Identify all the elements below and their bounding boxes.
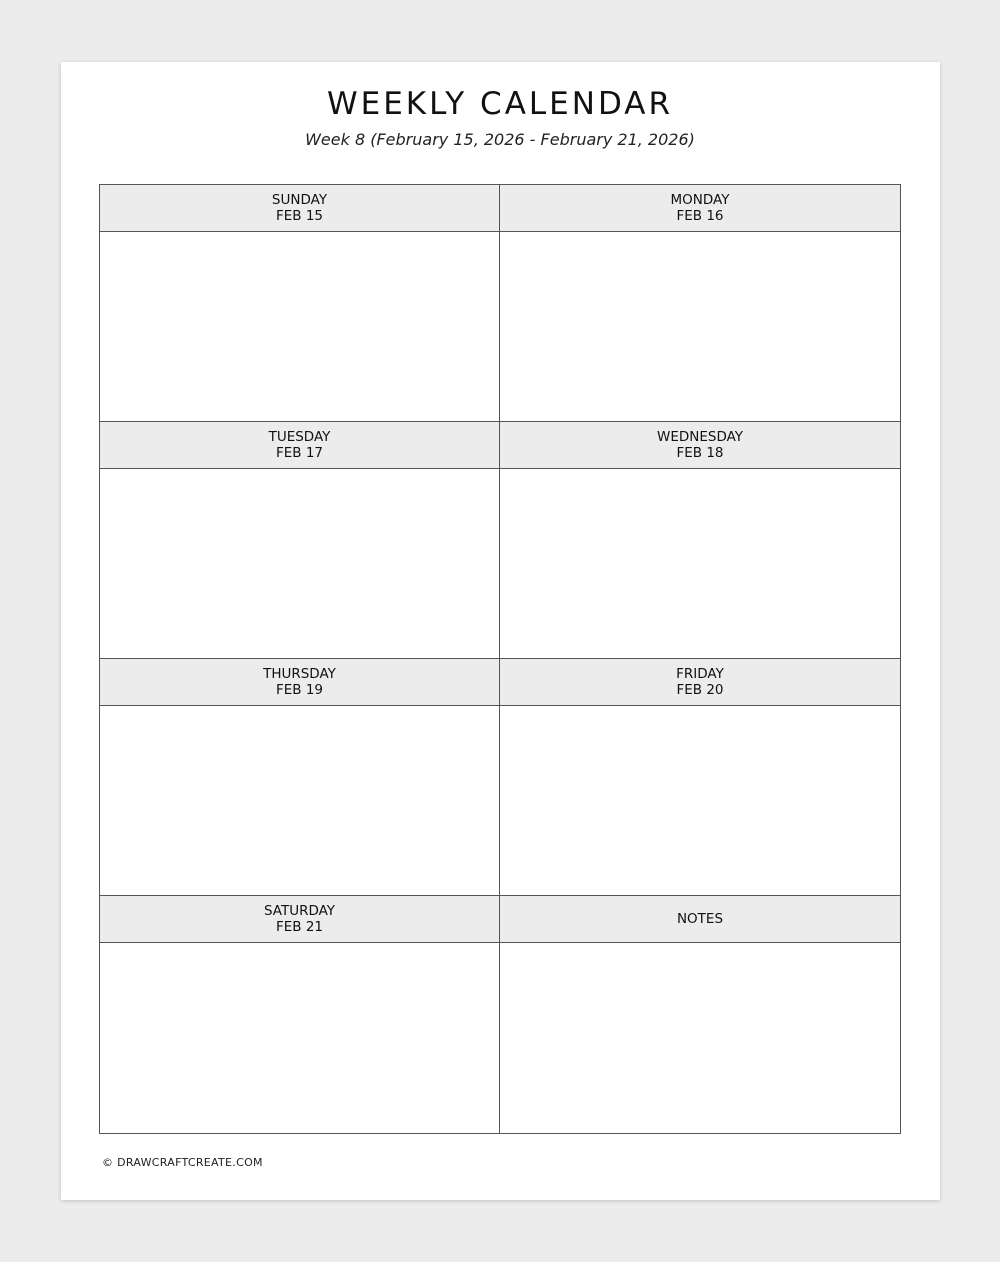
day-date: FEB 19 — [275, 682, 324, 698]
day-cell-wednesday — [500, 422, 900, 659]
day-name: SATURDAY — [263, 903, 336, 919]
day-name: THURSDAY — [263, 666, 336, 682]
weekly-grid — [99, 184, 901, 1134]
day-cell-saturday — [100, 896, 500, 1133]
day-header — [500, 185, 900, 232]
day-cell-thursday — [100, 659, 500, 896]
day-writing-area[interactable] — [500, 232, 900, 421]
day-header — [100, 185, 499, 232]
notes-writing-area[interactable] — [500, 943, 900, 1133]
copyright-footer: © DRAWCRAFTCREATE.COM — [102, 1156, 263, 1169]
week-range-subtitle: Week 8 (February 15, 2026 - February 21, 2026) — [305, 130, 695, 149]
day-date: FEB 16 — [676, 208, 724, 224]
day-date: FEB 17 — [275, 445, 324, 461]
day-name: WEDNESDAY — [656, 429, 744, 445]
day-name: TUESDAY — [268, 429, 331, 445]
day-writing-area[interactable] — [100, 943, 499, 1133]
day-date: FEB 18 — [676, 445, 724, 461]
day-name: FRIDAY — [676, 666, 724, 682]
day-date: FEB 20 — [676, 682, 724, 698]
day-writing-area[interactable] — [500, 469, 900, 658]
day-name: MONDAY — [670, 192, 730, 208]
day-cell-friday — [500, 659, 900, 896]
day-writing-area[interactable] — [100, 469, 499, 658]
day-cell-tuesday — [100, 422, 500, 659]
day-date: FEB 15 — [275, 208, 324, 224]
day-writing-area[interactable] — [500, 706, 900, 895]
day-header — [500, 659, 900, 706]
day-cell-sunday — [100, 185, 500, 422]
notes-label: NOTES — [676, 911, 724, 927]
day-writing-area[interactable] — [100, 232, 499, 421]
page-title: WEEKLY CALENDAR — [326, 86, 674, 122]
day-cell-monday — [500, 185, 900, 422]
day-header — [100, 659, 499, 706]
day-header — [500, 422, 900, 469]
day-date: FEB 21 — [275, 919, 324, 935]
day-writing-area[interactable] — [100, 706, 499, 895]
day-header — [100, 896, 499, 943]
notes-cell — [500, 896, 900, 1133]
day-header — [100, 422, 499, 469]
notes-header — [500, 896, 900, 943]
day-name: SUNDAY — [271, 192, 328, 208]
